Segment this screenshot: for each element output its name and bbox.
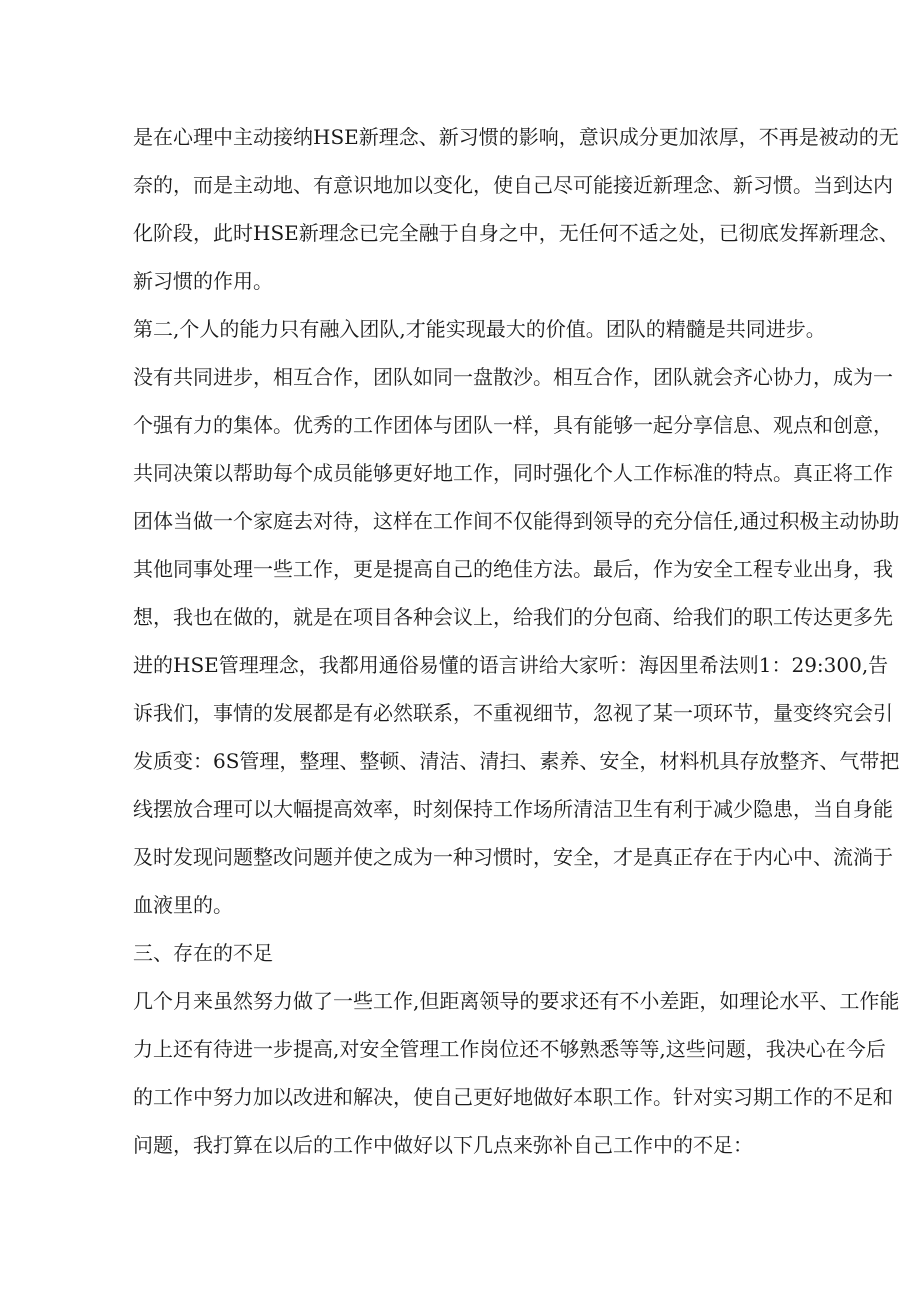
text-line: 血液里的。 [133, 893, 233, 917]
text-line: 三、存在的不足 [133, 941, 273, 965]
section-heading [133, 929, 788, 977]
paragraph [133, 977, 900, 1169]
text-line: 及时发现问题整改问题并使之成为一种习惯时，安全，才是真正存在于内心中、流淌于 [133, 845, 893, 869]
text-line: 进的HSE管理理念，我都用通俗易懂的语言讲给大家听：海因里希法则1：29:300,告 [133, 653, 889, 677]
text-line: 团体当做一个家庭去对待，这样在工作间不仅能得到领导的充分信任,通过积极主动协助 [133, 509, 900, 533]
text-line: 共同决策以帮助每个成员能够更好地工作，同时强化个人工作标准的特点。真正将工作 [133, 461, 893, 485]
paragraph [133, 113, 899, 305]
paragraph [133, 305, 826, 353]
text-line: 个强有力的集体。优秀的工作团体与团队一样，具有能够一起分享信息、观点和创意， [133, 413, 893, 437]
text-line: 是在心理中主动接纳HSE新理念、新习惯的影响，意识成分更加浓厚，不再是被动的无 [133, 125, 899, 149]
document-body [133, 113, 900, 1169]
text-line: 新习惯的作用。 [133, 269, 273, 293]
text-line: 力上还有待进一步提高,对安全管理工作岗位还不够熟悉等等,这些问题，我决心在今后 [133, 1037, 886, 1061]
text-line: 没有共同进步，相互合作，团队如同一盘散沙。相互合作，团队就会齐心协力，成为一 [133, 365, 893, 389]
text-line: 化阶段，此时HSE新理念已完全融于自身之中，无任何不适之处，已彻底发挥新理念、 [133, 221, 899, 245]
text-line: 诉我们，事情的发展都是有必然联系，不重视细节，忽视了某一项环节，量变终究会引 [133, 701, 893, 725]
text-line: 第二,个人的能力只有融入团队,才能实现最大的价值。团队的精髓是共同进步。 [133, 317, 826, 341]
paragraph [133, 353, 900, 929]
text-line: 的工作中努力加以改进和解决，使自己更好地做好本职工作。针对实习期工作的不足和 [133, 1085, 893, 1109]
text-line: 其他同事处理一些工作，更是提高自己的绝佳方法。最后，作为安全工程专业出身，我 [133, 557, 893, 581]
text-line: 线摆放合理可以大幅提高效率，时刻保持工作场所清洁卫生有利于减少隐患，当自身能 [133, 797, 893, 821]
text-line: 发质变：6S管理，整理、整顿、清洁、清扫、素养、安全，材料机具存放整齐、气带把 [133, 749, 900, 773]
text-line: 想，我也在做的，就是在项目各种会议上，给我们的分包商、给我们的职工传达更多先 [133, 605, 893, 629]
text-line: 奈的，而是主动地、有意识地加以变化，使自己尽可能接近新理念、新习惯。当到达内 [133, 173, 893, 197]
text-line: 问题，我打算在以后的工作中做好以下几点来弥补自己工作中的不足： [133, 1133, 753, 1157]
text-line: 几个月来虽然努力做了一些工作,但距离领导的要求还有不小差距，如理论水平、工作能 [133, 989, 900, 1013]
